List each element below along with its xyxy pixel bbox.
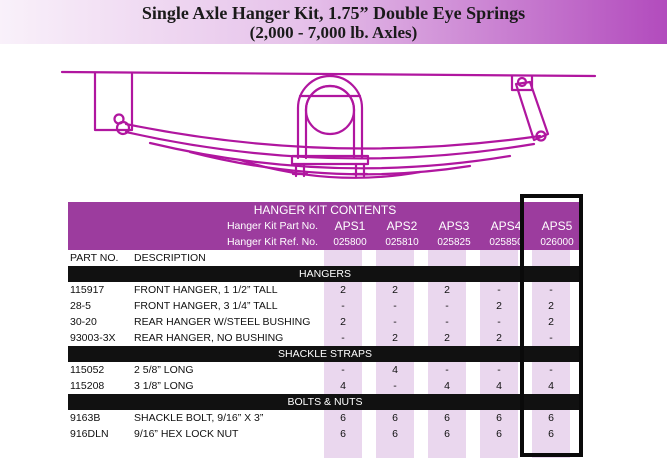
part-number: 9163B xyxy=(70,412,101,424)
front-spring-eye xyxy=(117,122,129,134)
qty-aps4: 2 xyxy=(480,330,518,346)
aps5-highlight-box xyxy=(520,194,583,457)
column-header-part: PART NO. xyxy=(70,252,119,264)
part-description: 3 1/8” LONG xyxy=(134,380,194,392)
part-description: FRONT HANGER, 3 1/4” TALL xyxy=(134,300,278,312)
column-header-description: DESCRIPTION xyxy=(134,252,206,264)
part-description: SHACKLE BOLT, 9/16” X 3” xyxy=(134,412,264,424)
kit-name-aps1: APS1 xyxy=(324,218,376,234)
part-description: FRONT HANGER, 1 1/2” TALL xyxy=(134,284,278,296)
page-subtitle: (2,000 - 7,000 lb. Axles) xyxy=(249,23,418,42)
qty-aps5: 6 xyxy=(532,426,570,442)
qty-aps3: 4 xyxy=(428,378,466,394)
qty-aps5: 2 xyxy=(532,298,570,314)
qty-aps1: 6 xyxy=(324,426,362,442)
part-number: 115917 xyxy=(70,284,105,296)
qty-aps3: 2 xyxy=(428,330,466,346)
kit-part-row xyxy=(68,218,582,234)
qty-aps5: - xyxy=(532,282,570,298)
part-description: 9/16” HEX LOCK NUT xyxy=(134,428,239,440)
qty-aps4: 2 xyxy=(480,298,518,314)
part-description: REAR HANGER W/STEEL BUSHING xyxy=(134,316,311,328)
part-number: 916DLN xyxy=(70,428,109,440)
kit-name-aps4: APS4 xyxy=(480,218,532,234)
part-number: 93003-3X xyxy=(70,332,116,344)
qty-aps4: 6 xyxy=(480,426,518,442)
section-header-bolts-nuts: BOLTS & NUTS xyxy=(68,394,582,410)
table-header-title-row xyxy=(68,202,582,218)
table-footer-spacer xyxy=(68,442,582,458)
kit-name-aps2: APS2 xyxy=(376,218,428,234)
qty-aps4: 4 xyxy=(480,378,518,394)
qty-aps2: 2 xyxy=(376,330,414,346)
table-row xyxy=(68,298,582,314)
qty-aps2: 6 xyxy=(376,426,414,442)
table-header-title: HANGER KIT CONTENTS xyxy=(68,202,582,218)
qty-aps1: 6 xyxy=(324,410,362,426)
qty-aps2: 6 xyxy=(376,410,414,426)
part-number: 30-20 xyxy=(70,316,97,328)
qty-aps2: - xyxy=(376,378,414,394)
qty-aps4: - xyxy=(480,282,518,298)
qty-aps1: - xyxy=(324,362,362,378)
hanger-kit-drawing xyxy=(0,48,667,198)
kit-ref-label: Hanger Kit Ref. No. xyxy=(68,234,324,250)
part-number: 115208 xyxy=(70,380,105,392)
qty-aps4: - xyxy=(480,314,518,330)
qty-aps1: 2 xyxy=(324,282,362,298)
qty-aps4: 6 xyxy=(480,410,518,426)
qty-aps1: 2 xyxy=(324,314,362,330)
qty-aps5: - xyxy=(532,330,570,346)
qty-aps3: - xyxy=(428,314,466,330)
qty-aps2: - xyxy=(376,298,414,314)
kit-ref-aps1: 025800 xyxy=(324,234,376,250)
kit-name-aps5: APS5 xyxy=(532,218,582,234)
qty-aps3: 2 xyxy=(428,282,466,298)
column-header-row xyxy=(68,250,582,266)
table-row xyxy=(68,410,582,426)
qty-aps1: 4 xyxy=(324,378,362,394)
part-description: REAR HANGER, NO BUSHING xyxy=(134,332,284,344)
qty-aps5: 6 xyxy=(532,410,570,426)
kit-ref-aps2: 025810 xyxy=(376,234,428,250)
qty-aps5: 2 xyxy=(532,314,570,330)
table-row xyxy=(68,426,582,442)
hanger-kit-table xyxy=(68,202,582,458)
qty-aps3: 6 xyxy=(428,426,466,442)
part-description: 2 5/8” LONG xyxy=(134,364,194,376)
kit-ref-row xyxy=(68,234,582,250)
table-row xyxy=(68,362,582,378)
qty-aps4: - xyxy=(480,362,518,378)
section-header-hangers: HANGERS xyxy=(68,266,582,282)
kit-name-aps3: APS3 xyxy=(428,218,480,234)
table-row xyxy=(68,378,582,394)
page-title: Single Axle Hanger Kit, 1.75” Double Eye Springs xyxy=(141,3,526,23)
table-row xyxy=(68,330,582,346)
qty-aps1: - xyxy=(324,330,362,346)
qty-aps3: 6 xyxy=(428,410,466,426)
kit-ref-aps3: 025825 xyxy=(428,234,480,250)
qty-aps3: - xyxy=(428,362,466,378)
qty-aps2: 4 xyxy=(376,362,414,378)
table-row xyxy=(68,314,582,330)
table-row xyxy=(68,282,582,298)
qty-aps5: - xyxy=(532,362,570,378)
qty-aps2: 2 xyxy=(376,282,414,298)
section-header-shackle-straps: SHACKLE STRAPS xyxy=(68,346,582,362)
part-number: 28-5 xyxy=(70,300,92,312)
qty-aps2: - xyxy=(376,314,414,330)
part-number: 115052 xyxy=(70,364,105,376)
kit-ref-aps4: 025850 xyxy=(480,234,532,250)
kit-ref-aps5: 026000 xyxy=(532,234,582,250)
qty-aps3: - xyxy=(428,298,466,314)
kit-part-label: Hanger Kit Part No. xyxy=(68,218,324,234)
qty-aps5: 4 xyxy=(532,378,570,394)
qty-aps1: - xyxy=(324,298,362,314)
front-hanger xyxy=(95,73,132,130)
